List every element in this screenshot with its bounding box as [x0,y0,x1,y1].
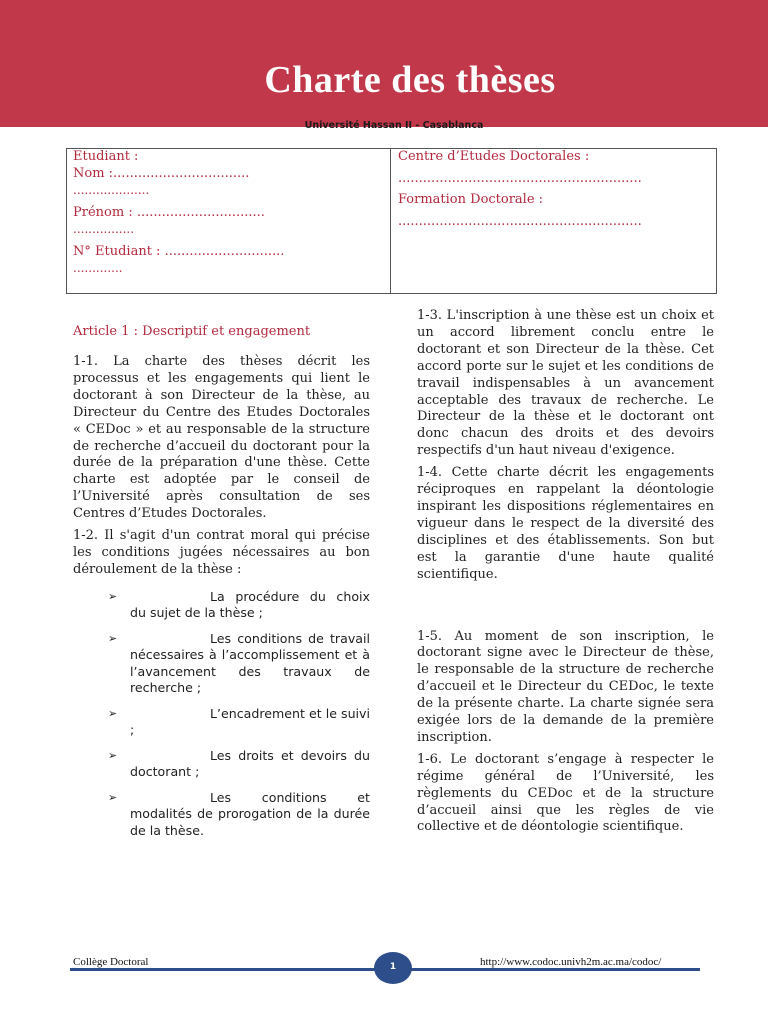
doctoral-center-field[interactable]: ........................................................... [398,170,642,186]
student-fields [73,149,385,277]
list-item: ➢ La procédure du choix du sujet de la thèse ; [108,588,370,621]
paragraph-1-5: 1-5. Au moment de son inscription, le doctorant signe avec le Directeur de thèse, le responsable de la structure de recherche d’accueil et le Directeur du CEDoc, le texte de la présente charte. La charte signée sera exigée lors de la demande de la première inscription. [417,628,714,745]
page-number: 1 [374,952,412,984]
left-column [73,323,370,848]
arrow-bullet-icon: ➢ [108,748,118,762]
name-field-continuation: .................... [73,183,150,197]
student-label: Etudiant : [73,149,139,164]
student-number-field[interactable]: N° Etudiant : ............................. [73,243,285,259]
paragraph-1-6: 1-6. Le doctorant s’engage à respecter le régime général de l’Université, les règlements du CEDoc et de la structure d’accueil ainsi que les règles de vie collective et de déontologie scientifique. [417,751,714,835]
list-item: ➢ Les conditions de travail nécessaires à l’accomplissement et à l’avancement des travaux de recherche ; [108,630,370,696]
paragraph-1-4: 1-4. Cette charte décrit les engagements réciproques en rappelant la déontologie inspirant les dispositions réglementaires en vigueur dans le respect de la diversité des disciplines et des établissements. Son but est la garantie d'une haute qualité scientifique. [417,465,714,582]
page-title: Charte des thèses [264,59,556,101]
title-banner [0,0,768,127]
name-field[interactable]: Nom :................................. [73,165,250,181]
list-item: ➢ L’encadrement et le suivi ; [108,705,370,738]
doctoral-training-label: Formation Doctorale : [398,192,544,207]
footer-url[interactable]: http://www.codoc.univh2m.ac.ma/codoc/ [480,956,662,968]
arrow-bullet-icon: ➢ [108,589,118,603]
firstname-field[interactable]: Prénom : ............................... [73,204,265,220]
list-item: ➢ Les conditions et modalités de prorogation de la durée de la thèse. [108,789,370,838]
arrow-bullet-icon: ➢ [108,706,118,720]
doctoral-center-label: Centre d’Etudes Doctorales : [398,149,590,164]
info-box-divider [390,149,391,293]
footer-college: Collège Doctoral [73,956,149,968]
doctoral-training-field[interactable]: ........................................................... [398,213,642,229]
paragraph-1-3: 1-3. L'inscription à une thèse est un choix et un accord librement conclu entre le doctorant et son Directeur de la thèse. Cet accord porte sur le sujet et les conditions de travail indispensables à un avancement acceptable des travaux de recherche. Le Directeur de la thèse et le doctorant ont donc chacun des droits et des devoirs respectifs d'un haut niveau d'exigence. [417,308,714,459]
university-name: Université Hassan II - Casablanca [304,120,484,131]
article-1-title: Article 1 : Descriptif et engagement [73,324,311,339]
firstname-field-continuation: ................ [73,222,135,236]
student-number-continuation: ............. [73,261,123,275]
arrow-bullet-icon: ➢ [108,631,118,645]
doctoral-fields [398,149,710,230]
conditions-list [73,589,370,840]
paragraph-1-2: 1-2. Il s'agit d'un contrat moral qui précise les conditions jugées nécessaires au bon déroulement de la thèse : [73,528,370,577]
right-column [417,308,714,841]
student-info-box [66,148,717,294]
arrow-bullet-icon: ➢ [108,790,118,804]
paragraph-1-1: 1-1. La charte des thèses décrit les processus et les engagements qui lient le doctorant à son Directeur de la thèse, au Directeur du Centre des Etudes Doctorales « CEDoc » et au responsable de la structure de recherche d’accueil du doctorant pour la durée de la préparation d'une thèse. Cette charte est adoptée par le conseil de l’Université après consultation de ses Centres d’Etudes Doctorales. [73,354,370,522]
list-item: ➢ Les droits et devoirs du doctorant ; [108,747,370,780]
